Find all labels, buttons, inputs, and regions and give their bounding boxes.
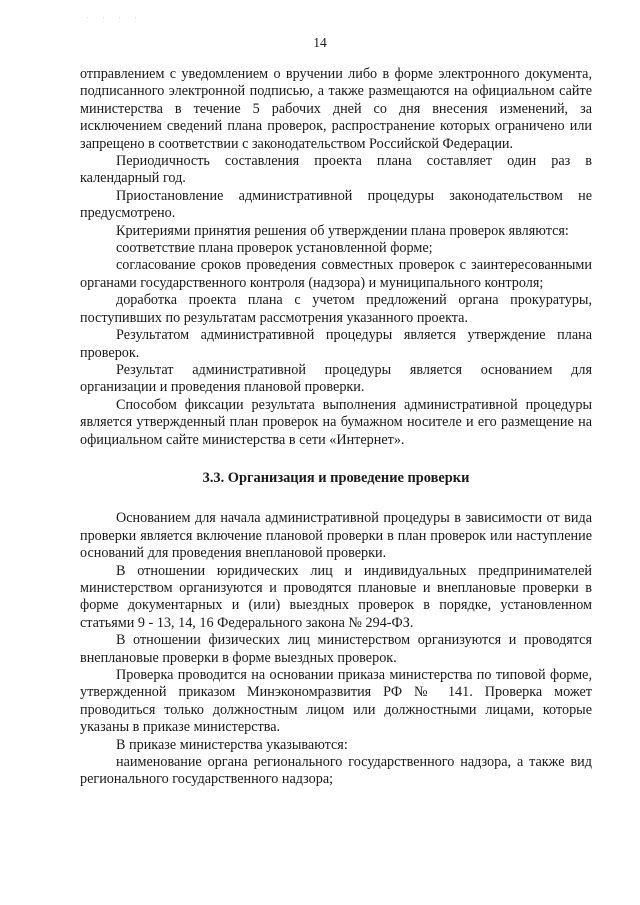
paragraph: доработка проекта плана с учетом предложений органа прокуратуры, поступивших по результатам рассмотрения указанного проекта. <box>80 292 592 326</box>
paragraph: В отношении физических лиц министерством организуются и проводятся внеплановые проверки в форме выездных проверок. <box>80 632 592 666</box>
paragraph: наименование органа регионального государственного надзора, а также вид регионального государственного надзора; <box>80 754 592 788</box>
page-number: 14 <box>313 35 327 50</box>
paragraph: соответствие плана проверок установленной форме; <box>116 240 433 257</box>
paragraph: отправлением с уведомлением о вручении либо в форме электронного документа, подписанного электронной подписью, а также размещаются на официальном сайте министерства в течение 5 рабочих дней со дня внесения изменений, за исключением сведений плана проверок, распространение которых ограничено или запрещено в соответствии с законодательством Российской Федерации. <box>80 66 592 152</box>
section-heading: 3.3. Организация и проведение проверки <box>202 469 470 486</box>
paragraph: Результатом административной процедуры является утверждение плана проверок. <box>80 327 592 361</box>
paragraph: согласование сроков проведения совместных проверок с заинтересованными органами государственного контроля (надзора) и муниципального контроля; <box>80 257 592 291</box>
paragraph: В приказе министерства указываются: <box>116 736 348 753</box>
paragraph: Критериями принятия решения об утверждении плана проверок являются: <box>116 222 569 239</box>
paragraph: Приостановление административной процедуры законодательством не предусмотрено. <box>80 187 592 222</box>
paragraph: Проверка проводится на основании приказа министерства по типовой форме, утвержденной приказом Минэкономразвития РФ № 141. Проверка может проводиться только должностным лицом или должностными лицами, которые указаны в приказе министерства. <box>80 667 592 736</box>
paragraph: Результат административной процедуры является основанием для организации и проведения плановой проверки. <box>80 361 592 396</box>
paragraph: В отношении юридических лиц и индивидуальных предпринимателей министерством организуются и проводятся плановые и внеплановые проверки в форме документарных и (или) выездных проверок в порядке, установленном статьями 9 - 13, 14, 16 Федерального закона № 294-ФЗ. <box>80 562 592 631</box>
document-body <box>80 66 592 789</box>
scan-artifact: · · · · <box>86 14 143 22</box>
paragraph: Способом фиксации результата выполнения административной процедуры является утвержденный план проверок на бумажном носителе и его размещение на официальном сайте министерства в сети «Интернет». <box>80 396 592 448</box>
paragraph: Основанием для начала административной процедуры в зависимости от вида проверки является включение плановой проверки в план проверок или наступление оснований для проведения внеплановой проверки. <box>80 510 592 562</box>
paragraph: Периодичность составления проекта плана составляет один раз в календарный год. <box>80 153 592 187</box>
